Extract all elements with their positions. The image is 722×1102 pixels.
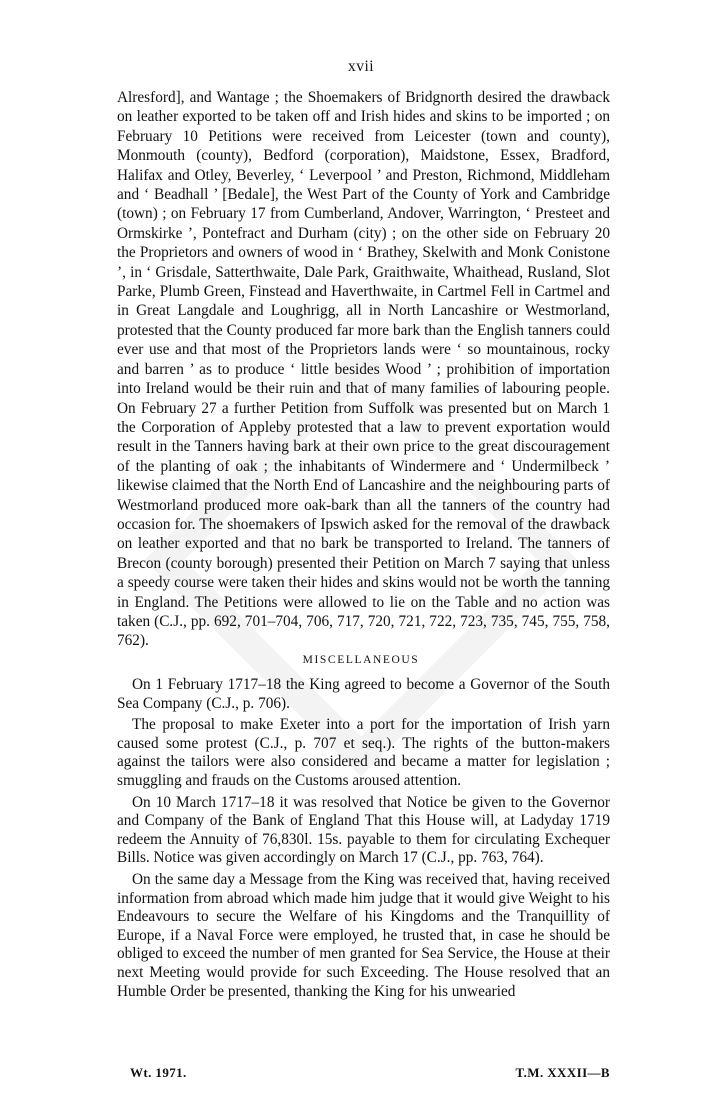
footer-print-mark: Wt. 1971. (130, 1065, 187, 1080)
footer-signature-mark: T.M. XXXII—B (515, 1065, 610, 1080)
section-paragraph: On 10 March 1717–18 it was resolved that Notice be given to the Governor and Company of the Bank of England That this House will, at Ladyday 1719 redeem the Annuity of 76,830l. 15s. payable to them for circulating Exchequer Bills. Notice was given accordingly on March 17 (C.J., pp. 763, 764). (117, 793, 610, 867)
section-body (117, 676, 610, 1004)
section-paragraph: On 1 February 1717–18 the King agreed to become a Governor of the South Sea Company (C.J., p. 706). (117, 676, 610, 712)
page-number: xvii (347, 58, 375, 75)
section-heading: MISCELLANEOUS (302, 654, 420, 666)
section-paragraph: The proposal to make Exeter into a port for the importation of Irish yarn caused some protest (C.J., p. 707 et seq.). The rights of the button-makers against the tailors were also considered and became a matter for legislation ; smuggling and frauds on the Customs aroused attention. (117, 716, 610, 789)
paragraph: Alresford], and Wantage ; the Shoemakers of Bridgnorth desired the drawback on leather exported to be taken off and Irish hides and skins to be imported ; on February 10 Petitions were received from Leicester (town and county), Monmouth (county), Bedford (corporation), Maidstone, Essex, Bradford, Halifax and Otley, Beverley, ‘ Leverpool ’ and Preston, Richmond, Middleham and ‘ Beadhall ’ [Bedale], the West Part of the County of York and Cambridge (town) ; on February 17 from Cumberland, Andover, Warrington, ‘ Presteet and Ormskirke ’, Pontefract and Durham (city) ; on the other side on February 20 the Proprietors and owners of wood in ‘ Brathey, Skelwith and Monk Conistone ’, in ‘ Grisdale, Satterthwaite, Dale Park, Graithwaite, Whaithead, Rusland, Slot Parke, Plumb Green, Finstead and Haverthwaite, in Cartmel Fell in Cartmel and in Great Langdale and Loughrigg, all in North Lancashire or Westmorland, protested that the County produced far more bark than the English tanners could ever use and that most of the Proprietors lands were ‘ so mountainous, rocky and barren ’ as to produce ‘ little besides Wood ’ ; prohibition of importation into Ireland would be their ruin and that of many families of labouring people. On February 27 a further Petition from Suffolk was presented but on March 1 the Corporation of Appleby protested that a law to prevent exportation would result in the Tanners having bark at their own price to the great discouragement of the planting of oak ; the inhabitants of Windermere and ‘ Undermilbeck ’ likewise claimed that the North End of Lancashire and the neighbouring parts of Westmorland produced more oak-bark than all the tanners of the country had occasion for. The shoemakers of Ipswich asked for the removal of the drawback on leather exported and that no bark be transported to Ireland. The tanners of Brecon (county borough) presented their Petition on March 7 saying that unless a speedy course were taken their hides and skins would not be worth the tanning in England. The Petitions were allowed to lie on the Table and no action was taken (C.J., pp. 692, 701–704, 706, 717, 720, 721, 722, 723, 735, 745, 755, 758, 762). (117, 89, 610, 650)
section-paragraph: On the same day a Message from the King was received that, having received information from abroad which made him judge that it would give Weight to his Endeavours to secure the Welfare of his Kingdoms and the Tranquillity of Europe, if a Naval Force were employed, he trusted that, in case he should be obliged to exceed the number of men granted for Sea Service, the House at their next Meeting would provide for such Exceeding. The House resolved that an Humble Order be presented, thanking the King for his unwearied (117, 870, 610, 1000)
body-text (117, 88, 610, 651)
